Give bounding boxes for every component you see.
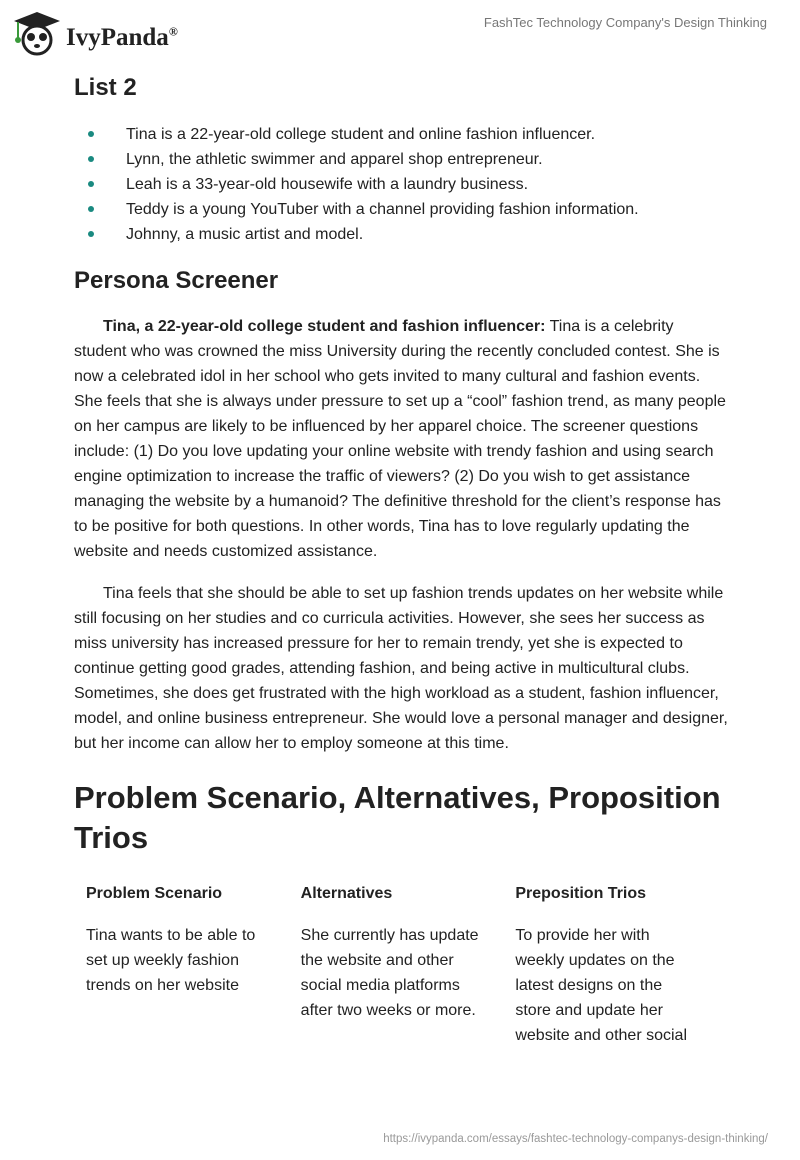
problem-table xyxy=(74,882,730,1048)
table-column xyxy=(86,882,301,1048)
logo-text: IvyPanda® xyxy=(66,24,178,51)
list-item: Teddy is a young YouTuber with a channel providing fashion information. xyxy=(74,197,730,222)
column-header: Alternatives xyxy=(300,885,393,902)
persona-screener-heading: Persona Screener xyxy=(74,267,279,294)
problem-scenario-heading: Problem Scenario, Alternatives, Proposition Trios xyxy=(74,780,721,855)
panda-graduate-icon xyxy=(12,10,62,56)
list2-heading: List 2 xyxy=(74,74,137,101)
document-title: FashTec Technology Company's Design Thinking xyxy=(483,15,767,30)
bullet-icon xyxy=(88,181,94,187)
table-column xyxy=(301,882,516,1048)
table-column xyxy=(515,882,730,1048)
bullet-icon xyxy=(88,231,94,237)
source-url-link[interactable]: https://ivypanda.com/essays/fashtec-technology-companys-design-thinking/ xyxy=(383,1133,768,1145)
screener-paragraph-1: Tina, a 22-year-old college student and fashion influencer: Tina is a celebrity student who was crowned the miss University during the recently concluded contest. She is now a celebrated idol in her school who gets invited to many cultural and fashion events. She feels that she is always under pressure to set up a “cool” fashion trend, as many people on her campus are likely to be influenced by her apparel choice. The screener questions include: (1) Do you love updating your online website with trendy fashion and using search engine optimization to increase the traffic of viewers? (2) Do you wish to get assistance managing the website by a humanoid? The definitive threshold for the client’s response has to be positive for both questions. In other words, Tina has to love regularly updating the website and needs customized assistance. xyxy=(74,318,726,560)
list-item: Johnny, a music artist and model. xyxy=(74,222,730,247)
ivypanda-logo[interactable] xyxy=(12,10,178,56)
table-cell: To provide her with weekly updates on the latest designs on the store and update her website and other social xyxy=(515,927,687,1044)
bullet-icon xyxy=(88,156,94,162)
column-header: Problem Scenario xyxy=(86,885,223,902)
list-item: Lynn, the athletic swimmer and apparel shop entrepreneur. xyxy=(74,147,730,172)
list-item: Leah is a 33-year-old housewife with a laundry business. xyxy=(74,172,730,197)
list-item: Tina is a 22-year-old college student and online fashion influencer. xyxy=(74,122,730,147)
bullet-icon xyxy=(88,131,94,137)
column-header: Preposition Trios xyxy=(515,885,647,902)
bullet-icon xyxy=(88,206,94,212)
table-cell: She currently has update the website and other social media platforms after two weeks or more. xyxy=(300,927,479,1019)
article-content xyxy=(74,72,730,1048)
persona-list xyxy=(74,122,730,247)
table-cell: Tina wants to be able to set up weekly fashion trends on her website xyxy=(86,927,256,994)
screener-paragraph-2: Tina feels that she should be able to set up fashion trends updates on her website while still focusing on her studies and co curricula activities. However, she sees her success as miss university has increased pressure for her to remain trendy, yet she is expected to continue getting good grades, attending fashion, and being active in multicultural clubs. Sometimes, she does get frustrated with the high workload as a student, fashion influencer, model, and online business entrepreneur. She would love a personal manager and designer, but her income can allow her to employ someone at this time. xyxy=(74,585,728,752)
